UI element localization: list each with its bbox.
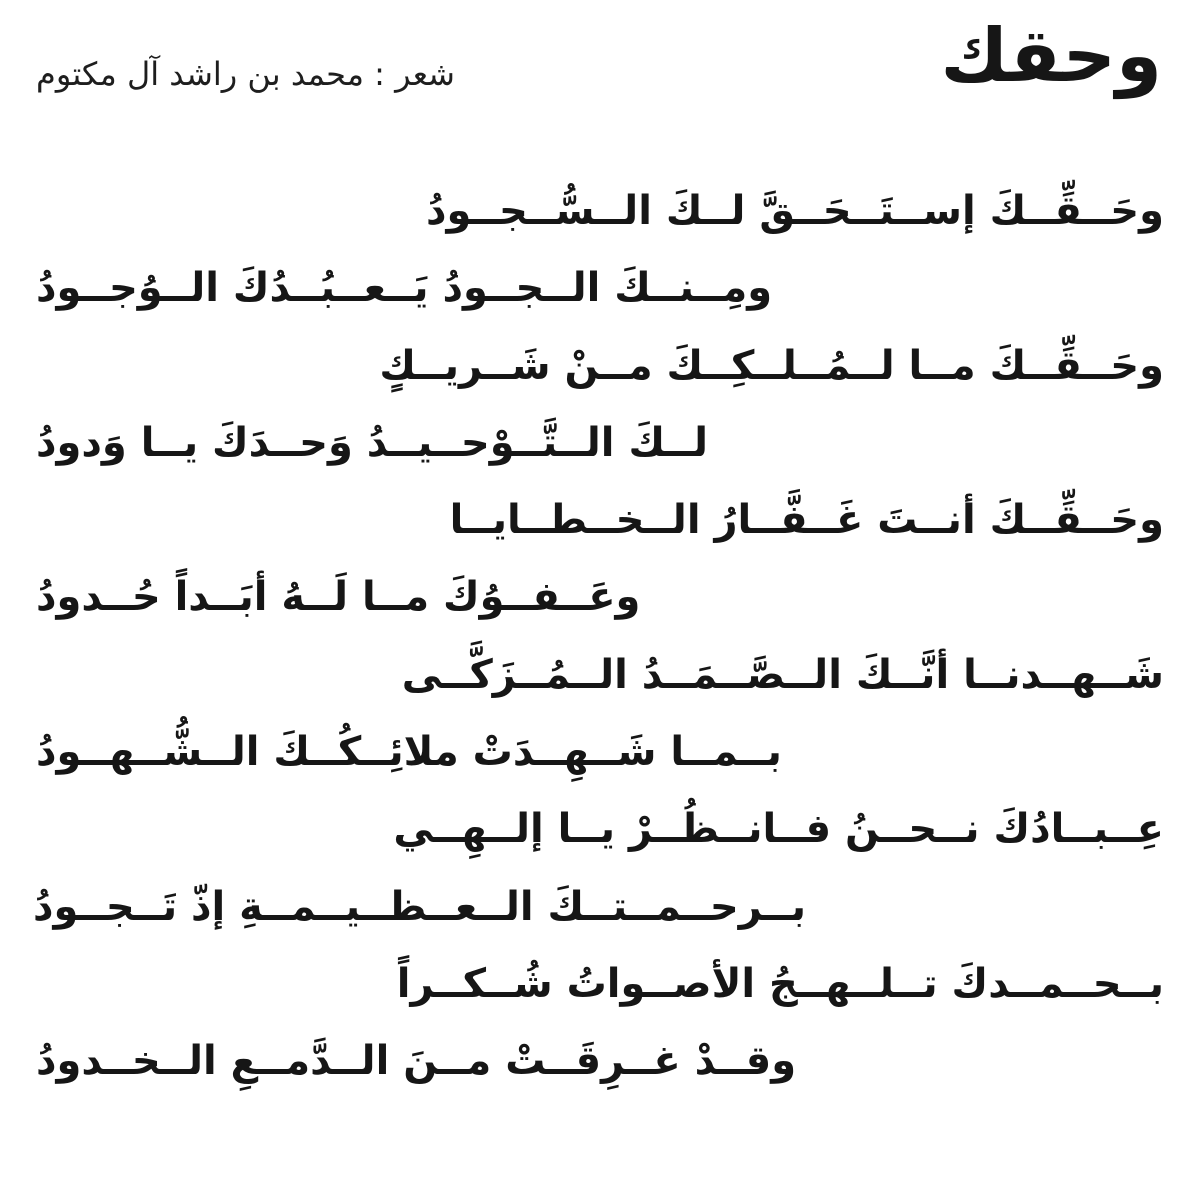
verse-text: وقــدْ غــرِقَــتْ مــنَ الــدَّمــعِ الــخــدودُ [36, 1038, 797, 1085]
verse-line [0, 1028, 1200, 1105]
verse-text: شَــهــدنــا أنَّــكَ الــصَّــمَــدُ الــمُــزَكَّــى [401, 651, 1164, 698]
verse-line [0, 564, 1200, 641]
verse-line [0, 642, 1200, 719]
verse-text: بــمــا شَــهِــدَتْ ملائِــكُــكَ الــشُّــهــودُ [36, 729, 782, 776]
verse-line [0, 178, 1200, 255]
verse-line [0, 719, 1200, 796]
verse-text: وحَــقِّــكَ مــا لــمُــلــكِــكَ مــنْ شَــريــكٍ [379, 342, 1164, 389]
verse-text: ومِــنــكَ الــجــودُ يَــعــبُــدُكَ الــوُجــودُ [36, 265, 773, 312]
verse-text: عِــبــادُكَ نــحــنُ فــانــظُــرْ يــا إلــهِــي [393, 806, 1164, 853]
verse-line [0, 874, 1200, 951]
verse-line [0, 410, 1200, 487]
verse-text: لــكَ الــتَّــوْحــيــدُ وَحــدَكَ يــا وَدودُ [36, 419, 709, 466]
verse-text: بــرحــمــتــكَ الــعــظــيــمــةِ إذّ تَــجــودُ [32, 883, 806, 930]
verse-line [0, 951, 1200, 1028]
verse-line [0, 255, 1200, 332]
verse-line [0, 487, 1200, 564]
poem-body [0, 178, 1200, 1106]
verse-text: بــحــمــدكَ تــلــهــجُ الأصــواتُ شُــكــراً [396, 960, 1164, 1007]
poet-byline: شعر : محمد بن راشد آل مكتوم [36, 55, 455, 93]
verse-line [0, 796, 1200, 873]
verse-text: وعَــفــوُكَ مــا لَــهُ أبَــداً حُــدودُ [36, 574, 641, 621]
verse-text: وحَــقِّــكَ إســتَــحَــقَّ لــكَ الــسُّــجــودُ [426, 188, 1164, 234]
verse-text: وحَــقِّــكَ أنــتَ غَــفَّــارُ الــخــطــايــا [449, 497, 1164, 544]
verse-line [0, 333, 1200, 410]
poem-title: وحقك [940, 13, 1162, 99]
